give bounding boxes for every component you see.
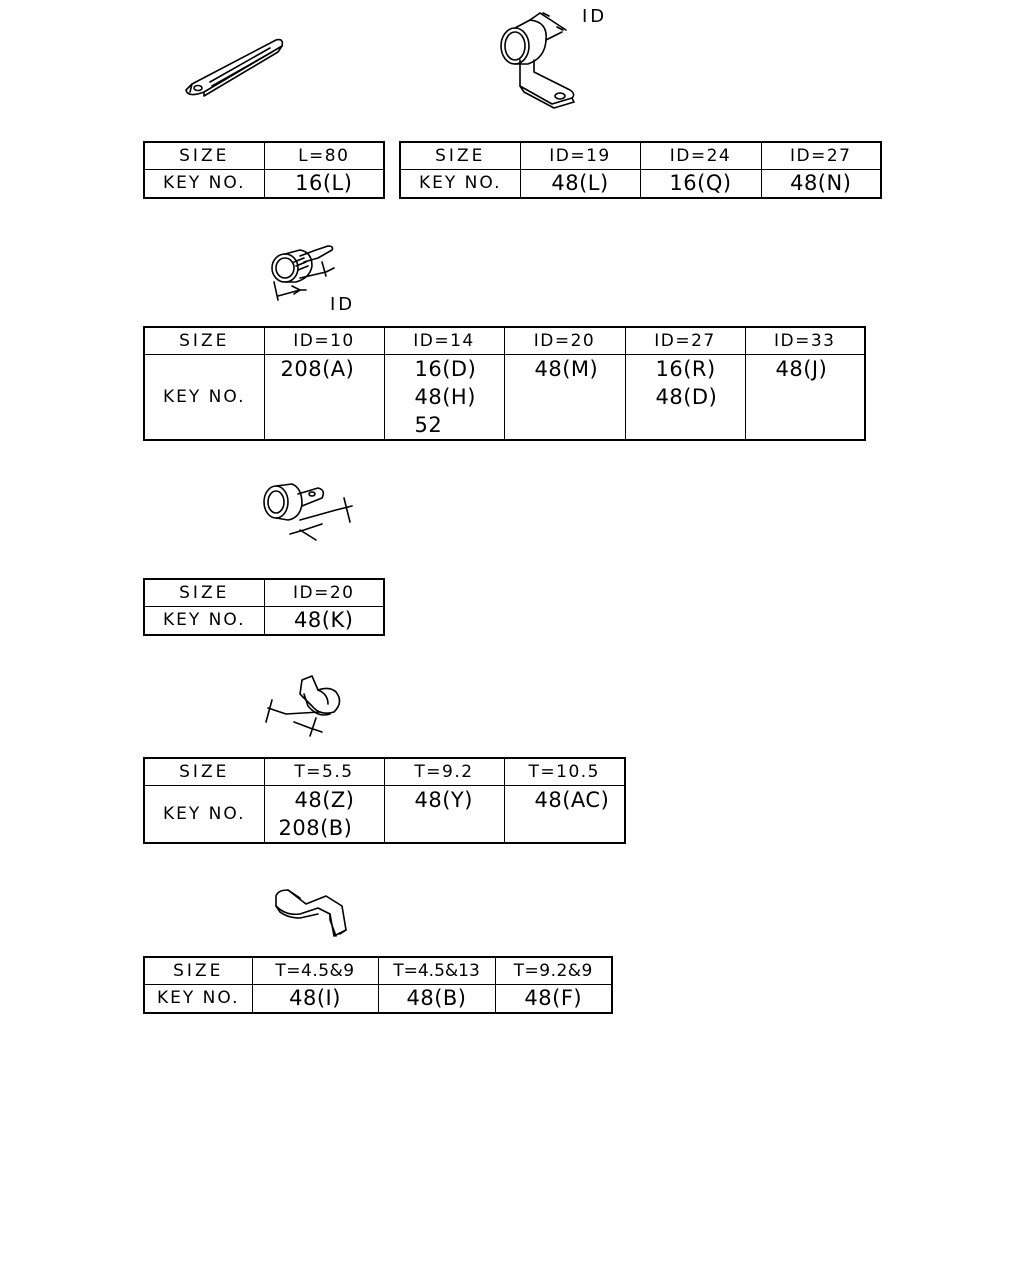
size-header: SIZE <box>400 142 520 170</box>
key-no-cell: 16(L) <box>264 170 384 198</box>
size-cell: ID=27 <box>625 327 745 355</box>
size-cell: T=9.2&9 <box>495 957 612 985</box>
size-cell: ID=20 <box>504 327 625 355</box>
key-no-value: 48(Y) <box>414 788 473 812</box>
strap-part <box>186 40 282 96</box>
key-no-cell <box>504 355 625 441</box>
saddle-size-table <box>399 141 882 199</box>
edge-clip-size-table <box>143 757 626 844</box>
key-no-header: KEY NO. <box>144 607 264 635</box>
loop-clamp-part <box>272 246 334 300</box>
id-dimension-label-1: ID <box>582 6 608 27</box>
key-no-header: KEY NO. <box>400 170 520 198</box>
id-dimension-label-2: ID <box>330 294 356 315</box>
strap-size-table <box>143 141 385 199</box>
key-no-value: 48(AC) <box>534 788 610 812</box>
cushion-clamp-part <box>264 484 352 540</box>
double-clip-size-table <box>143 956 613 1014</box>
key-no-cell: 48(F) <box>495 985 612 1013</box>
key-no-value: 208(B) <box>278 816 353 840</box>
size-cell: T=4.5&13 <box>378 957 495 985</box>
key-no-cell <box>384 355 504 441</box>
key-no-cell: 48(B) <box>378 985 495 1013</box>
size-cell: T=9.2 <box>384 758 504 786</box>
double-clip-part <box>276 890 346 936</box>
key-no-cell: 48(L) <box>520 170 640 198</box>
loop-clamp-size-table <box>143 326 866 441</box>
cushion-clamp-size-table <box>143 578 385 636</box>
key-no-cell <box>264 786 384 844</box>
key-no-value: 48(M) <box>534 357 599 381</box>
size-cell: ID=19 <box>520 142 640 170</box>
key-no-value: 48(H) <box>414 385 476 409</box>
size-header: SIZE <box>144 579 264 607</box>
saddle-clamp-part <box>501 13 574 108</box>
key-no-cell: 16(Q) <box>640 170 761 198</box>
size-cell: T=5.5 <box>264 758 384 786</box>
key-no-value: 208(A) <box>280 357 355 381</box>
key-no-header: KEY NO. <box>144 170 264 198</box>
key-no-cell <box>504 786 625 844</box>
key-no-value: 48(J) <box>775 357 828 381</box>
key-no-value: 48(D) <box>655 385 718 409</box>
key-no-cell: 48(I) <box>252 985 378 1013</box>
key-no-value: 52 <box>414 413 443 437</box>
key-no-cell <box>384 786 504 844</box>
key-no-cell <box>625 355 745 441</box>
key-no-cell <box>745 355 865 441</box>
size-cell: L=80 <box>264 142 384 170</box>
size-cell: ID=33 <box>745 327 865 355</box>
size-cell: ID=20 <box>264 579 384 607</box>
key-no-value: 16(D) <box>414 357 477 381</box>
key-no-header: KEY NO. <box>144 985 252 1013</box>
key-no-value: 48(Z) <box>294 788 355 812</box>
key-no-header: KEY NO. <box>144 355 264 441</box>
size-header: SIZE <box>144 957 252 985</box>
key-no-header: KEY NO. <box>144 786 264 844</box>
size-cell: ID=27 <box>761 142 881 170</box>
size-header: SIZE <box>144 758 264 786</box>
size-cell: ID=24 <box>640 142 761 170</box>
size-header: SIZE <box>144 327 264 355</box>
size-cell: ID=14 <box>384 327 504 355</box>
key-no-cell: 48(N) <box>761 170 881 198</box>
key-no-value: 16(R) <box>655 357 716 381</box>
size-header: SIZE <box>144 142 264 170</box>
size-cell: T=10.5 <box>504 758 625 786</box>
size-cell: ID=10 <box>264 327 384 355</box>
edge-clip-part <box>266 676 340 736</box>
size-cell: T=4.5&9 <box>252 957 378 985</box>
key-no-cell: 48(K) <box>264 607 384 635</box>
key-no-cell <box>264 355 384 441</box>
